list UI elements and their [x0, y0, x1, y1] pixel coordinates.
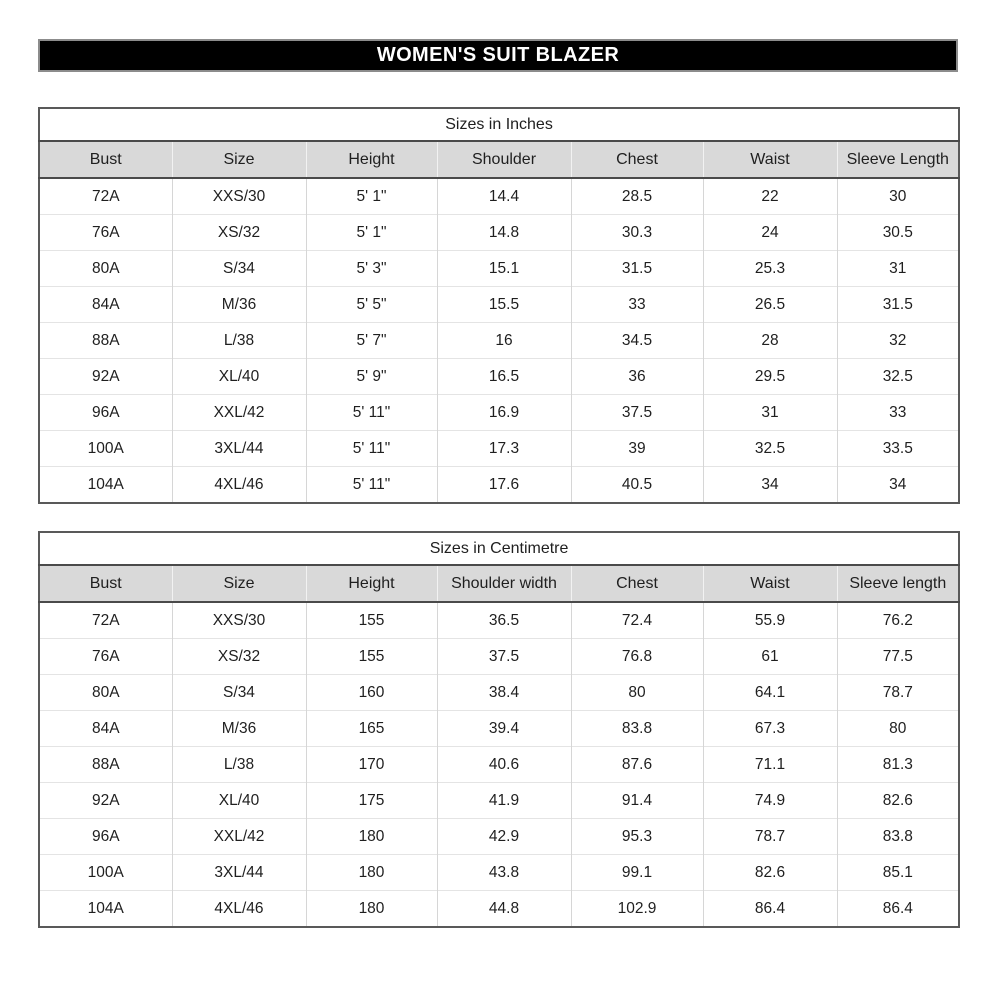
table-row	[39, 602, 959, 639]
table-cell: 92A	[39, 783, 172, 819]
table-cell: 36	[571, 359, 703, 395]
table-cell: 155	[306, 602, 437, 639]
table-cell: XXS/30	[172, 178, 306, 215]
table-cell: 72A	[39, 178, 172, 215]
table-row	[39, 639, 959, 675]
table-cell: 175	[306, 783, 437, 819]
table-body	[39, 602, 959, 927]
table-cell: XXL/42	[172, 819, 306, 855]
table-cell: 37.5	[571, 395, 703, 431]
sizes-in-centimetre-table	[38, 531, 960, 928]
column-header: Shoulder width	[437, 565, 571, 602]
table-row	[39, 711, 959, 747]
table-cell: 25.3	[703, 251, 837, 287]
table-row	[39, 467, 959, 504]
table-cell: 82.6	[703, 855, 837, 891]
table-cell: XXS/30	[172, 602, 306, 639]
table-cell: 102.9	[571, 891, 703, 928]
table-cell: 24	[703, 215, 837, 251]
table-cell: L/38	[172, 747, 306, 783]
table-cell: 100A	[39, 431, 172, 467]
table-cell: 32.5	[837, 359, 959, 395]
table-row	[39, 675, 959, 711]
table-cell: L/38	[172, 323, 306, 359]
table-cell: 81.3	[837, 747, 959, 783]
table-cell: 41.9	[437, 783, 571, 819]
table-row	[39, 431, 959, 467]
table-cell: 80A	[39, 251, 172, 287]
column-header: Sleeve length	[837, 565, 959, 602]
table-cell: 44.8	[437, 891, 571, 928]
table-row	[39, 359, 959, 395]
table-row	[39, 178, 959, 215]
table-cell: 40.5	[571, 467, 703, 504]
table-cell: 5' 1"	[306, 178, 437, 215]
table-cell: XXL/42	[172, 395, 306, 431]
table-cell: 34	[837, 467, 959, 504]
table-row	[39, 891, 959, 928]
table-cell: 40.6	[437, 747, 571, 783]
table-cell: 17.3	[437, 431, 571, 467]
column-header: Bust	[39, 141, 172, 178]
table-cell: 104A	[39, 891, 172, 928]
table-cell: 72A	[39, 602, 172, 639]
table-cell: 33.5	[837, 431, 959, 467]
table-cell: 160	[306, 675, 437, 711]
table-body	[39, 178, 959, 503]
table-cell: 15.5	[437, 287, 571, 323]
table-cell: 165	[306, 711, 437, 747]
table-cell: 100A	[39, 855, 172, 891]
table-cell: 16	[437, 323, 571, 359]
table-cell: 38.4	[437, 675, 571, 711]
table-cell: 76A	[39, 215, 172, 251]
column-header: Height	[306, 141, 437, 178]
table-cell: 28	[703, 323, 837, 359]
table-cell: 180	[306, 855, 437, 891]
table-row	[39, 323, 959, 359]
column-header: Sleeve Length	[837, 141, 959, 178]
table-cell: 87.6	[571, 747, 703, 783]
table-cell: 78.7	[703, 819, 837, 855]
table-cell: 96A	[39, 395, 172, 431]
table-cell: 39	[571, 431, 703, 467]
column-header: Chest	[571, 141, 703, 178]
table-cell: 170	[306, 747, 437, 783]
sizes-in-inches-table	[38, 107, 960, 504]
column-header-row	[39, 565, 959, 602]
table-cell: 33	[571, 287, 703, 323]
table-row	[39, 215, 959, 251]
column-header: Waist	[703, 565, 837, 602]
table-cell: 76.2	[837, 602, 959, 639]
table-cell: S/34	[172, 675, 306, 711]
table-cell: 61	[703, 639, 837, 675]
table-cell: 83.8	[571, 711, 703, 747]
table-cell: 5' 11"	[306, 467, 437, 504]
table-cell: M/36	[172, 711, 306, 747]
table-cell: 88A	[39, 323, 172, 359]
table-row	[39, 819, 959, 855]
table-cell: 99.1	[571, 855, 703, 891]
table-cell: 29.5	[703, 359, 837, 395]
table-cell: 155	[306, 639, 437, 675]
table-cell: 76A	[39, 639, 172, 675]
table-cell: S/34	[172, 251, 306, 287]
table-cell: 17.6	[437, 467, 571, 504]
table-cell: 5' 11"	[306, 395, 437, 431]
column-header: Height	[306, 565, 437, 602]
table-cell: 86.4	[837, 891, 959, 928]
table-cell: 37.5	[437, 639, 571, 675]
table-cell: 31.5	[571, 251, 703, 287]
table-cell: 96A	[39, 819, 172, 855]
table-cell: 91.4	[571, 783, 703, 819]
table-cell: 4XL/46	[172, 467, 306, 504]
column-header-row	[39, 141, 959, 178]
table-cell: 3XL/44	[172, 855, 306, 891]
table-cell: 36.5	[437, 602, 571, 639]
table-cell: 4XL/46	[172, 891, 306, 928]
table-caption-row	[39, 108, 959, 141]
table-cell: 72.4	[571, 602, 703, 639]
table-cell: 34	[703, 467, 837, 504]
table-cell: 88A	[39, 747, 172, 783]
table-cell: 85.1	[837, 855, 959, 891]
table-cell: 5' 7"	[306, 323, 437, 359]
column-header: Shoulder	[437, 141, 571, 178]
column-header: Size	[172, 565, 306, 602]
table-cell: 92A	[39, 359, 172, 395]
table-cell: 180	[306, 819, 437, 855]
table-cell: 30.3	[571, 215, 703, 251]
table-cell: 30.5	[837, 215, 959, 251]
table-cell: 55.9	[703, 602, 837, 639]
table-cell: XL/40	[172, 783, 306, 819]
table-cell: 28.5	[571, 178, 703, 215]
table-cell: 14.8	[437, 215, 571, 251]
table-cell: 33	[837, 395, 959, 431]
table-row	[39, 855, 959, 891]
table-cell: 31	[703, 395, 837, 431]
table-cell: 64.1	[703, 675, 837, 711]
table-cell: 32	[837, 323, 959, 359]
table-cell: 31	[837, 251, 959, 287]
table-cell: XS/32	[172, 215, 306, 251]
table-cell: 5' 11"	[306, 431, 437, 467]
table-row	[39, 251, 959, 287]
table-cell: 78.7	[837, 675, 959, 711]
table-cell: 83.8	[837, 819, 959, 855]
table-cell: 84A	[39, 287, 172, 323]
table-row	[39, 783, 959, 819]
table-cell: 77.5	[837, 639, 959, 675]
table-cell: 39.4	[437, 711, 571, 747]
column-header: Waist	[703, 141, 837, 178]
table-row	[39, 395, 959, 431]
table-cell: 22	[703, 178, 837, 215]
table-cell: 30	[837, 178, 959, 215]
table-cell: 5' 3"	[306, 251, 437, 287]
table-caption-row	[39, 532, 959, 565]
table-cell: XS/32	[172, 639, 306, 675]
table-cell: 26.5	[703, 287, 837, 323]
table-cell: 15.1	[437, 251, 571, 287]
table-cell: 82.6	[837, 783, 959, 819]
table-cell: 104A	[39, 467, 172, 504]
table-cell: 80A	[39, 675, 172, 711]
table-cell: 67.3	[703, 711, 837, 747]
table-cell: XL/40	[172, 359, 306, 395]
table-cell: 5' 1"	[306, 215, 437, 251]
table-cell: 31.5	[837, 287, 959, 323]
table-cell: 71.1	[703, 747, 837, 783]
table-cell: 14.4	[437, 178, 571, 215]
table-caption: Sizes in Centimetre	[39, 532, 959, 565]
table-cell: 86.4	[703, 891, 837, 928]
table-cell: M/36	[172, 287, 306, 323]
table-row	[39, 287, 959, 323]
table-cell: 180	[306, 891, 437, 928]
table-cell: 5' 9"	[306, 359, 437, 395]
table-cell: 16.5	[437, 359, 571, 395]
table-caption: Sizes in Inches	[39, 108, 959, 141]
table-cell: 84A	[39, 711, 172, 747]
page-title: WOMEN'S SUIT BLAZER	[38, 39, 958, 72]
table-cell: 5' 5"	[306, 287, 437, 323]
column-header: Chest	[571, 565, 703, 602]
table-cell: 3XL/44	[172, 431, 306, 467]
table-cell: 32.5	[703, 431, 837, 467]
table-cell: 34.5	[571, 323, 703, 359]
column-header: Bust	[39, 565, 172, 602]
table-cell: 42.9	[437, 819, 571, 855]
table-cell: 76.8	[571, 639, 703, 675]
table-cell: 16.9	[437, 395, 571, 431]
table-cell: 43.8	[437, 855, 571, 891]
table-cell: 80	[837, 711, 959, 747]
table-cell: 74.9	[703, 783, 837, 819]
table-cell: 80	[571, 675, 703, 711]
column-header: Size	[172, 141, 306, 178]
table-cell: 95.3	[571, 819, 703, 855]
table-row	[39, 747, 959, 783]
